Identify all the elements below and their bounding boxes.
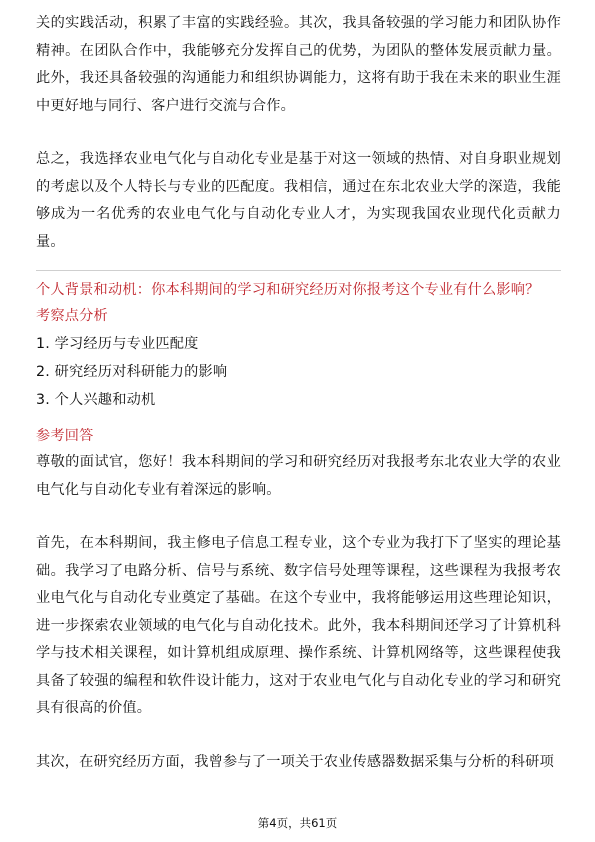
list-item: 1. 学习经历与专业匹配度 xyxy=(36,336,199,352)
document-page xyxy=(36,10,561,776)
list-item: 3. 个人兴趣和动机 xyxy=(36,392,156,408)
paragraph-gap xyxy=(36,723,561,749)
page-footer: 第4页，共61页 xyxy=(257,816,338,830)
paragraph-gap xyxy=(36,504,561,530)
body-paragraph: 关的实践活动，积累了丰富的实践经验。其次，我具备较强的学习能力和团队协作精神。在团队合作中，我能够充分发挥自己的优势，为团队的整体发展贡献力量。此外，我还具备较强的沟通能力和组织协调能力，这将有助于我在未来的职业生涯中更好地与同行、客户进行交流与合作。 xyxy=(36,15,561,114)
answer-paragraph: 其次，在研究经历方面，我曾参与了一项关于农业传感器数据采集与分析的科研项 xyxy=(36,753,554,770)
answer-paragraph: 尊敬的面试官，您好！我本科期间的学习和研究经历对我报考东北农业大学的农业电气化与自动化专业有着深远的影响。 xyxy=(36,454,561,498)
question-heading: 个人背景和动机：你本科期间的学习和研究经历对你报考这个专业有什么影响？ xyxy=(36,282,540,298)
section-divider xyxy=(36,270,561,271)
answer-paragraph: 首先，在本科期间，我主修电子信息工程专业，这个专业为我打下了坚实的理论基础。我学习了电路分析、信号与系统、数字信号处理等课程，这些课程为我报考农业电气化与自动化专业奠定了基础。在这个专业中，我将能够运用这些理论知识，进一步探索农业领域的电气化与自动化技术。此外，我本科期间还学习了计算机科学与技术相关课程，如计算机组成原理、操作系统、计算机网络等，这些课程使我具备了较强的编程和软件设计能力，这对于农业电气化与自动化专业的学习和研究具有很高的价值。 xyxy=(36,535,561,716)
body-paragraph: 总之，我选择农业电气化与自动化专业是基于对这一领域的热情、对自身职业规划的考虑以及个人特长与专业的匹配度。我相信，通过在东北农业大学的深造，我能够成为一名优秀的农业电气化与自动化专业人才，为实现我国农业现代化贡献力量。 xyxy=(36,151,561,250)
section-gap xyxy=(36,415,561,423)
paragraph-gap xyxy=(36,120,561,146)
answer-heading: 参考回答 xyxy=(36,428,94,444)
list-item: 2. 研究经历对科研能力的影响 xyxy=(36,364,228,380)
analysis-heading: 考察点分析 xyxy=(36,308,108,324)
analysis-list xyxy=(36,331,561,413)
